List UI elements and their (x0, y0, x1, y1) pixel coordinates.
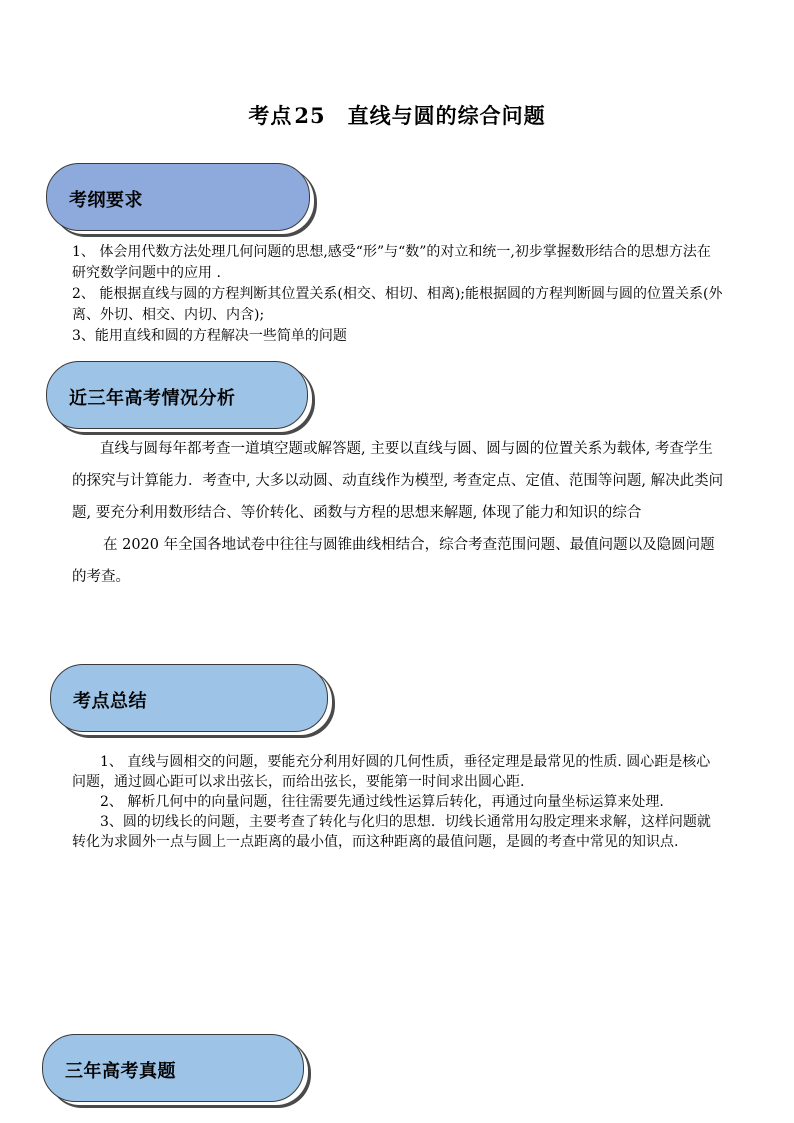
analysis-paragraph: 在 2020 年全国各地试卷中往往与圆锥曲线相结合，综合考查范围问题、最值问题以及隐圆问题的考查。 (72, 537, 715, 585)
requirements-heading-banner (46, 163, 310, 231)
requirement-item: 3、能用直线和圆的方程解决一些简单的问题 (72, 328, 347, 344)
requirements-heading: 考纲要求 (69, 190, 143, 211)
requirements-list (72, 242, 724, 347)
summary-heading-banner (50, 664, 328, 732)
analysis-heading-banner (46, 361, 308, 429)
summary-paragraph: 1、 直线与圆相交的问题，要能充分利用好圆的几何性质，垂径定理是最常见的性质. 圆心距是核心问题，通过圆心距可以求出弦长，而给出弦长，要能第一时间求出圆心距. (72, 754, 711, 790)
requirement-item: 2、 能根据直线与圆的方程判断其位置关系(相交、相切、相离);能根据圆的方程判断圆与圆的位置关系(外离、外切、相交、内切、内含); (72, 286, 723, 323)
title-prefix: 考点 (248, 103, 293, 128)
exams-heading-banner (42, 1034, 304, 1102)
summary-body (72, 752, 724, 852)
analysis-heading: 近三年高考情况分析 (69, 388, 236, 409)
requirement-item: 1、 体会用代数方法处理几何问题的思想,感受“形”与“数”的对立和统一,初步掌握数形结合的思想方法在研究数学问题中的应用 . (72, 244, 711, 281)
summary-paragraph: 2、 解析几何中的向量问题，往往需要先通过线性运算后转化，再通过向量坐标运算来处理. (100, 794, 664, 810)
exams-heading: 三年高考真题 (65, 1061, 176, 1082)
summary-heading: 考点总结 (73, 691, 147, 712)
analysis-body (72, 433, 724, 593)
title-number: 25 (294, 103, 326, 128)
page-title (0, 100, 794, 130)
analysis-paragraph: 直线与圆每年都考查一道填空题或解答题, 主要以直线与圆、圆与圆的位置关系为载体, 考查学生的探究与计算能力．考查中, 大多以动圆、动直线作为模型, 考查定点、定值、范围等问题, 解决此类问题, 要充分利用数形结合、等价转化、函数与方程的思想来解题, 体现了能力和知识的综合 (72, 441, 724, 521)
title-text: 直线与圆的综合问题 (347, 103, 546, 128)
summary-paragraph: 3、圆的切线长的问题，主要考查了转化与化归的思想．切线长通常用勾股定理来求解，这样问题就转化为求圆外一点与圆上一点距离的最小值，而这种距离的最值问题，是圆的考查中常见的知识点. (72, 814, 711, 850)
